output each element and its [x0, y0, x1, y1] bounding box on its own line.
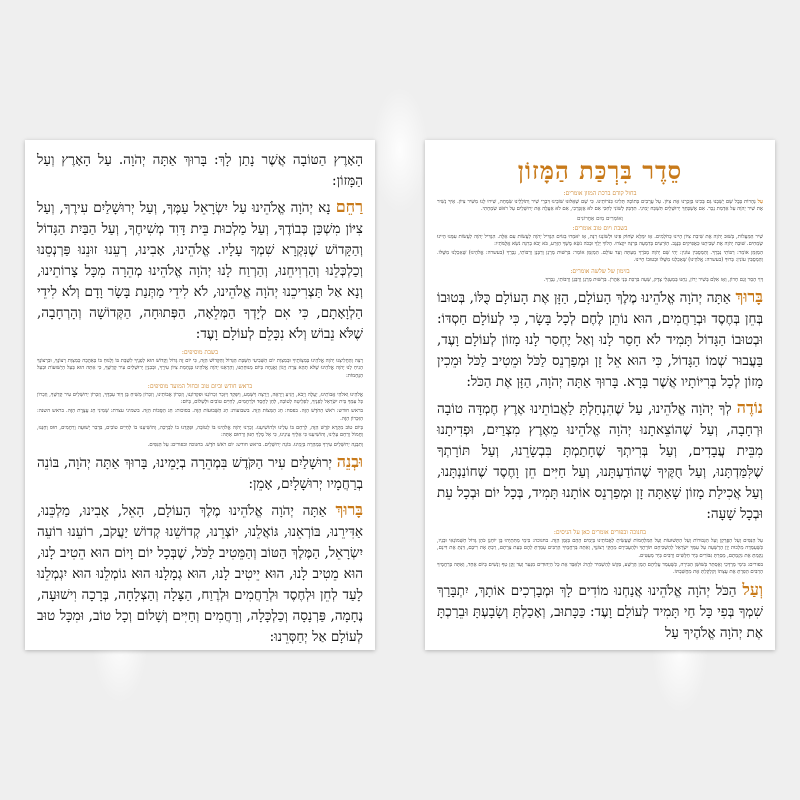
- page-title: סֵדֶר בִּרְכַּת הַמָּזוֹן: [517, 156, 683, 185]
- yaaleh-paragraph: אֱלֹהֵינוּ וֵאלֹהֵי אֲבוֹתֵינוּ, יַעֲלֶה וְיָבֹא, וְיַגִּיעַ וְיֵרָאֶה, וְיֵרָצֶה וְיִשָּׁמַע, וְיִפָּקֵד וְיִזָּכֵר זִכְרוֹנֵנוּ וּפִקְדוֹנֵנוּ, וְזִכְרוֹן אֲבוֹתֵינוּ, וְזִכְרוֹן מָשִׁיחַ בֶּן דָּוִד עַבְדֶּךָ, וְזִכְרוֹן יְרוּשָׁלַיִם עִיר קָדְשֶׁךָ, וְזִכְרוֹן כָּל עַמְּךָ בֵּית יִשְׂרָאֵל לְפָנֶיךָ, לִפְלֵיטָה לְטוֹבָה, לְחֵן לְחֶסֶד וּלְרַחֲמִים, לְחַיִּים טוֹבִים וּלְשָׁלוֹם, בְּיוֹם:: [37, 391, 363, 406]
- shir-hamaalot: שִׁיר הַמַּעֲלוֹת, בְּשׁוּב יְהֹוָה אֶת שִׁיבַת צִיּוֹן הָיִינוּ כְּחֹלְמִים. אָז יִמָּלֵא שְׂחוֹק פִּינוּ וּלְשׁוֹנֵנוּ רִנָּה, אָז יֹאמְרוּ בַגּוֹיִם הִגְדִּיל יְהֹוָה לַעֲשׂוֹת עִם אֵלֶּה. הִגְדִּיל יְהֹוָה לַעֲשׂוֹת עִמָּנוּ הָיִינוּ שְׂמֵחִים. שׁוּבָה יְהֹוָה אֶת שְׁבִיתֵנוּ כַּאֲפִיקִים בַּנֶּגֶב. הַזֹּרְעִים בְּדִמְעָה בְּרִנָּה יִקְצֹרוּ. הָלוֹךְ יֵלֵךְ וּבָכֹה נֹשֵׂא מֶשֶׁךְ הַזָּרַע, בֹּא יָבֹא בְרִנָּה נֹשֵׂא אֲלֻמֹּתָיו:: [437, 233, 763, 247]
- uvneh-lead: וּבְנֵה: [336, 451, 363, 471]
- vealhakol-paragraph: [437, 579, 763, 644]
- baruch-text-right: אַתָּה יְהֹוָה אֱלֹהֵינוּ מֶלֶךְ הָעוֹלָם, הַזָּן אֶת הָעוֹלָם כֻּלּוֹ, בְּטוּבוֹ בְּחֵן בְּחֶסֶד וּבְרַחֲמִים, הוּא נוֹתֵן לֶחֶם לְכָל בָּשָׂר, כִּי לְעוֹלָם חַסְדּוֹ: וּבְטוּבוֹ הַגָּדוֹל תָּמִיד לֹא חָסַר לָנוּ וְאַל יֶחְסַר לָנוּ מָזוֹן לְעוֹלָם וָעֶד, בַּעֲבוּר שְׁמוֹ הַגָּדוֹל, כִּי הוּא אֵל זָן וּמְפַרְנֵס לַכֹּל וּמֵטִיב לַכֹּל וּמֵכִין מָזוֹן לְכָל בְּרִיּוֹתָיו אֲשֶׁר בָּרָא. בָּרוּךְ אַתָּה יְהֹוָה, הַזָּן אֶת הַכֹּל:: [437, 290, 763, 391]
- mayim-acharonim: וְאוֹמְרִים מַיִם אַחֲרוֹנִים: [577, 215, 623, 222]
- label-intro: בחול קודם ברכת המזון אומרים:: [563, 190, 637, 197]
- nodeh-text: לְךָ יְהֹוָה אֱלֹהֵינוּ, עַל שֶׁהִנְחַלְתָּ לַאֲבוֹתֵינוּ אֶרֶץ חֶמְדָּה טוֹבָה וּרְחָבָה, וְעַל שֶׁהוֹצֵאתָנוּ יְהֹוָה אֱלֹהֵינוּ מֵאֶרֶץ מִצְרַיִם, וּפְדִיתָנוּ מִבֵּית עֲבָדִים, וְעַל בְּרִיתְךָ שֶׁחָתַמְתָּ בִּבְשָׂרֵנוּ, וְעַל תּוֹרָתְךָ שֶׁלִּמַּדְתָּנוּ, וְעַל חֻקֶּיךָ שֶׁהוֹדַעְתָּנוּ, וְעַל חַיִּים חֵן וָחֶסֶד שֶׁחוֹנַנְתָּנוּ, וְעַל אֲכִילַת מָזוֹן שָׁאַתָּה זָן וּמְפַרְנֵס אוֹתָנוּ תָּמִיד, בְּכָל יוֹם וּבְכָל עֵת וּבְכָל שָׁעָה:: [437, 401, 763, 523]
- rachem-lead: רַחֵם: [335, 197, 363, 216]
- baruch-text-left: אַתָּה יְהֹוָה אֱלֹהֵינוּ מֶלֶךְ הָעוֹלָם, הָאֵל, אָבִינוּ, מַלְכֵּנוּ, אַדִּירֵנוּ, בּוֹרְאֵנוּ, גּוֹאֲלֵנוּ, יוֹצְרֵנוּ, קְדוֹשֵׁנוּ קְדוֹשׁ יַעֲקֹב, רוֹעֵנוּ רוֹעֵה יִשְׂרָאֵל, הַמֶּלֶךְ הַטּוֹב וְהַמֵּטִיב לַכֹּל, שֶׁבְּכָל יוֹם וָיוֹם הוּא הֵטִיב לָנוּ, הוּא מֵטִיב לָנוּ, הוּא יֵיטִיב לָנוּ, הוּא גְמָלָנוּ הוּא גוֹמְלֵנוּ הוּא יִגְמְלֵנוּ לָעַד לְחֵן וּלְחֶסֶד וּלְרַחֲמִים וּלְרֶוַח, הַצָּלָה וְהַצְלָחָה, בְּרָכָה וִישׁוּעָה, נֶחָמָה, פַּרְנָסָה וְכַלְכָּלָה, וְרַחֲמִים וְחַיִּים וְשָׁלוֹם וְכָל טוֹב, וּמִכָּל טוּב לְעוֹלָם אַל יְחַסְּרֵנוּ:: [37, 502, 363, 645]
- small-note: וְתִבְנֶה יְרוּשָׁלַיִם עִירְךָ בִּמְהֵרָה בְּיָמֵינוּ. בּוֹנֵה יְרוּשָׁלַיִם. בראש חודש: יוֹם רֹאשׁ חֹדֶשׁ. בחנוכה ובפורים: עַל הַנִּסִּים.: [147, 441, 363, 448]
- label-hanukah: בחנוכה ובפורים אומרים כאן על הניסים:: [553, 529, 647, 537]
- rachem-paragraph: [37, 196, 363, 345]
- baruch-paragraph-right: [437, 286, 763, 393]
- al-naharot-text: נְהָרוֹת בָּבֶל שָׁם יָשַׁבְנוּ גַּם בָּכִינוּ בְּזָכְרֵנוּ אֶת צִיּוֹן. עַל עֲרָבִים בְּתוֹכָהּ תָּלִינוּ כִּנֹּרוֹתֵינוּ. כִּי שָׁם שְׁאֵלוּנוּ שׁוֹבֵינוּ דִּבְרֵי שִׁיר וְתוֹלָלֵינוּ שִׂמְחָה, שִׁירוּ לָנוּ מִשִּׁיר צִיּוֹן. אֵיךְ נָשִׁיר אֶת שִׁיר יְהֹוָה עַל אַדְמַת נֵכָר. אִם אֶשְׁכָּחֵךְ יְרוּשָׁלָיִם תִּשְׁכַּח יְמִינִי. תִּדְבַּק לְשׁוֹנִי לְחִכִּי אִם לֹא אֶזְכְּרֵכִי, אִם לֹא אַעֲלֶה אֶת יְרוּשָׁלַיִם עַל רֹאשׁ שִׂמְחָתִי.: [437, 199, 763, 213]
- right-page: [425, 140, 775, 650]
- uvneh-paragraph: [37, 451, 363, 495]
- baruch-paragraph-left: [37, 499, 363, 648]
- label-zimun: בזימון של שלשה אומרים:: [570, 267, 630, 275]
- baruch-lead-left: בָּרוּךְ: [335, 499, 364, 519]
- al-naharot-paragraph: [437, 199, 763, 214]
- retzeh-paragraph: רְצֵה וְהַחֲלִיצֵנוּ יְהֹוָה אֱלֹהֵינוּ בְּמִצְוֹתֶיךָ וּבְמִצְוַת יוֹם הַשְּׁבִיעִי הַשַּׁבָּת הַגָּדוֹל וְהַקָּדוֹשׁ הַזֶּה, כִּי יוֹם זֶה גָּדוֹל וְקָדוֹשׁ הוּא לְפָנֶיךָ לִשְׁבָּת בּוֹ וְלָנוּחַ בּוֹ בְּאַהֲבָה כְּמִצְוַת רְצוֹנֶךָ, וּבִרְצוֹנְךָ הָנִיחַ לָנוּ יְהֹוָה אֱלֹהֵינוּ שֶׁלֹּא תְהֵא צָרָה וְיָגוֹן וַאֲנָחָה בְּיוֹם מְנוּחָתֵנוּ, וְהַרְאֵנוּ יְהֹוָה אֱלֹהֵינוּ בְּנֶחָמַת צִיּוֹן עִירֶךָ, וּבְבִנְיַן יְרוּשָׁלַיִם עִיר קָדְשֶׁךָ, כִּי אַתָּה הוּא בַּעַל הַיְשׁוּעוֹת וּבַעַל הַנֶּחָמוֹת:: [37, 358, 363, 379]
- closing-line: הָאָרֶץ הַטּוֹבָה אֲשֶׁר נָתַן לָךְ: בָּרוּךְ אַתָּה יְהֹוָה. עַל הָאָרֶץ וְעַל הַמָּזוֹן:: [37, 152, 363, 189]
- label-rosh-chodesh: בראש חודש וביום טוב ובחול המועד מוסיפים:: [147, 382, 253, 390]
- nodeh-paragraph: [437, 397, 763, 525]
- al-hanisim-paragraph: עַל הַנִּסִּים וְעַל הַפֻּרְקָן וְעַל הַגְּבוּרוֹת וְעַל הַתְּשׁוּעוֹת וְעַל הַמִּלְחָמוֹת שֶׁעָשִׂיתָ לַאֲבוֹתֵינוּ בַּיָּמִים הָהֵם בַּזְּמַן הַזֶּה. בחנוכה: בִּימֵי מַתִּתְיָהוּ בֶּן יוֹחָנָן כֹּהֵן גָּדוֹל חַשְׁמוֹנָאִי וּבָנָיו, כְּשֶׁעָמְדָה מַלְכוּת יָוָן הָרְשָׁעָה עַל עַמְּךָ יִשְׂרָאֵל לְהַשְׁכִּיחָם תּוֹרָתֶךָ וּלְהַעֲבִירָם מֵחֻקֵּי רְצוֹנֶךָ, וְאַתָּה בְּרַחֲמֶיךָ הָרַבִּים עָמַדְתָּ לָהֶם בְּעֵת צָרָתָם, רַבְתָּ אֶת רִיבָם, דַּנְתָּ אֶת דִּינָם, נָקַמְתָּ אֶת נִקְמָתָם, מָסַרְתָּ גִּבּוֹרִים בְּיַד חַלָּשִׁים וְרַבִּים בְּיַד מְעַטִּים.: [437, 538, 763, 559]
- yom-tov-paragraph: בְּיוֹם טוֹב מִקְרָא קֹדֶשׁ הַזֶּה, לְרַחֵם בּוֹ עָלֵינוּ וּלְהוֹשִׁיעֵנוּ. זָכְרֵנוּ יְהֹוָה אֱלֹהֵינוּ בּוֹ לְטוֹבָה, וּפָקְדֵנוּ בוֹ לִבְרָכָה, וְהוֹשִׁיעֵנוּ בוֹ לְחַיִּים טוֹבִים, בִּדְבַר יְשׁוּעָה וְרַחֲמִים, חוּס וְחָנֵּנוּ, וַחֲמוֹל וְרַחֵם עָלֵינוּ, וְהוֹשִׁיעֵנוּ כִּי אֵלֶיךָ עֵינֵינוּ, כִּי אֵל מֶלֶךְ חַנּוּן וְרַחוּם אָתָּה:: [37, 425, 363, 439]
- al-naharot-lead: עַל: [757, 199, 763, 205]
- left-page: [25, 140, 375, 650]
- baruch-lead-right: בָּרוּךְ: [735, 287, 763, 307]
- uvneh-text: יְרוּשָׁלַיִם עִיר הַקֹּדֶשׁ בִּמְהֵרָה בְיָמֵינוּ, בָּרוּךְ אַתָּה יְהֹוָה, בּוֹנֵה בְרַחֲמָיו יְרוּשָׁלָיִם, אָמֵן:: [37, 454, 363, 492]
- label-shabbat: בשבת מוסיפים:: [181, 349, 219, 356]
- vealhakol-text: הַכֹּל יְהֹוָה אֱלֹהֵינוּ אֲנַחְנוּ מוֹדִים לָךְ וּמְבָרְכִים אוֹתָךְ, יִתְבָּרַךְ שִׁמְךָ בְּפִי כָּל חַי תָּמִיד לְעוֹלָם וָעֶד: כַּכָּתוּב, וְאָכַלְתָּ וְשָׂבָעְתָּ וּבֵרַכְתָּ אֶת יְהֹוָה אֱלֹהֶיךָ עַל: [437, 582, 763, 641]
- vealhakol-lead: וְעַל: [742, 579, 763, 599]
- holiday-insertions: בראש חודש: רֹאשׁ הַחֹדֶשׁ הַזֶּה. בפסח: חַג הַמַּצּוֹת הַזֶּה. בשבועות: חַג הַשָּׁבוּעוֹת הַזֶּה. בסוכות: חַג הַסֻּכּוֹת הַזֶּה. בשמיני עצרת: שְׁמִינִי חַג עֲצֶרֶת הַזֶּה. בראש השנה: הַזִּכָּרוֹן הַזֶּה.: [37, 408, 363, 422]
- zimun-paragraph: הַמְזַמֵּן אוֹמֵר: רַבּוֹתַי נְבָרֵךְ. וְהַמְסֻבִּין עוֹנִין: יְהִי שֵׁם יְהֹוָה מְבֹרָךְ מֵעַתָּה וְעַד עוֹלָם. הַמְזַמֵּן אוֹמֵר: בִּרְשׁוּת מָרָנָן וְרַבָּנָן וְרַבּוֹתַי, נְבָרֵךְ (בעשרה: אֱלֹהֵינוּ) שֶׁאָכַלְנוּ מִשֶּׁלּוֹ. וְהַמְסֻבִּין עוֹנִין: בָּרוּךְ (בעשרה: אֱלֹהֵינוּ) שֶׁאָכַלְנוּ מִשֶּׁלּוֹ וּבְטוּבוֹ חָיִינוּ.: [437, 250, 763, 264]
- dvai-paragraph: דְּוַי הָסֵר וְגַם חָרוֹן, וְאָז אִלֵּם בְּשִׁיר יָרוֹן, נְחֵנוּ בְּמַעְגְּלֵי צֶדֶק, שְׁעֵה בִּרְכַּת בְּנֵי אַהֲרֹן. בִּרְשׁוּת מָרָנָן וְרַבָּנָן וְרַבּוֹתַי, נְבָרֵךְ.: [543, 276, 763, 283]
- rachem-text: נָא יְהֹוָה אֱלֹהֵינוּ עַל יִשְׂרָאֵל עַמֶּךָ, וְעַל יְרוּשָׁלַיִם עִירֶךָ, וְעַל צִיּוֹן מִשְׁכַּן כְּבוֹדֶךָ, וְעַל מַלְכוּת בֵּית דָּוִד מְשִׁיחֶךָ, וְעַל הַבַּיִת הַגָּדוֹל וְהַקָּדוֹשׁ שֶׁנִּקְרָא שִׁמְךָ עָלָיו. אֱלֹהֵינוּ, אָבִינוּ, רְעֵנוּ זוּנֵנוּ פַּרְנְסֵנוּ וְכַלְכְּלֵנוּ וְהַרְוִיחֵנוּ, וְהַרְוַח לָנוּ יְהֹוָה אֱלֹהֵינוּ מְהֵרָה מִכָּל צָרוֹתֵינוּ, וְנָא אַל תַּצְרִיכֵנוּ יְהֹוָה אֱלֹהֵינוּ, לֹא לִידֵי מַתְּנַת בָּשָׂר וָדָם וְלֹא לִידֵי הַלְוָאָתָם, כִּי אִם לְיָדְךָ הַמְּלֵאָה, הַפְּתוּחָה, הַקְּדוֹשָׁה וְהָרְחָבָה, שֶׁלֹּא נֵבוֹשׁ וְלֹא נִכָּלֵם לְעוֹלָם וָעֶד:: [37, 200, 363, 342]
- label-shabbat-right: בשבת ויום טוב אומרים:: [572, 224, 628, 232]
- nodeh-lead: נוֹדֶה: [736, 398, 763, 418]
- purim-paragraph: בפורים: בִּימֵי מָרְדְּכַי וְאֶסְתֵּר בְּשׁוּשַׁן הַבִּירָה, כְּשֶׁעָמַד עֲלֵיהֶם הָמָן הָרָשָׁע, בִּקֵּשׁ לְהַשְׁמִיד לַהֲרֹג וּלְאַבֵּד אֶת כָּל הַיְּהוּדִים מִנַּעַר וְעַד זָקֵן טַף וְנָשִׁים בְּיוֹם אֶחָד, וְאַתָּה בְּרַחֲמֶיךָ הָרַבִּים הֵפַרְתָּ אֶת עֲצָתוֹ וְקִלְקַלְתָּ אֶת מַחֲשַׁבְתּוֹ.: [437, 561, 763, 576]
